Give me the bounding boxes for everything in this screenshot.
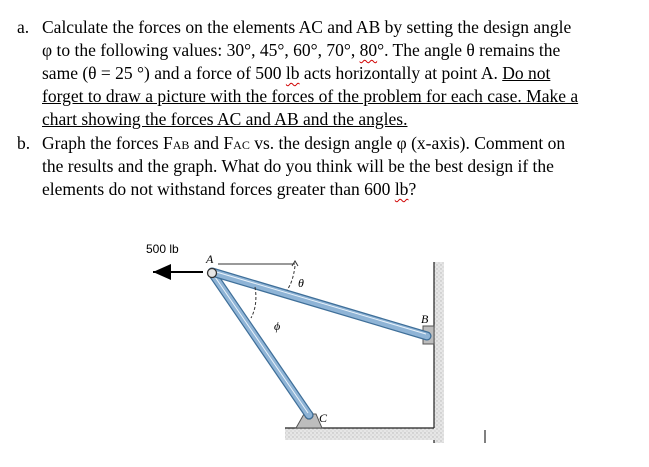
problem-b-sub-ab: AB xyxy=(172,138,190,152)
problem-a-line-2-wavy: 80 xyxy=(359,40,378,60)
problem-a-line-5: chart showing the forces AC and AB and the angles. xyxy=(42,109,408,129)
problem-a-line-1: Calculate the forces on the elements AC and AB by setting the design angle xyxy=(42,17,572,37)
problem-b-marker: b. xyxy=(17,133,31,153)
problem-a-line-3-underlined: Do not xyxy=(502,63,551,83)
problem-b-sub-ac: AC xyxy=(233,138,250,152)
problem-a-line-2-prefix: φ to the following values: 30°, 45°, 60°, 70°, xyxy=(42,40,360,60)
problem-a-line-4: forget to draw a picture with the forces of the problem for each case. Make a xyxy=(42,86,579,106)
problem-a-line-3-pre: same (θ = 25 °) and a force of 500 xyxy=(42,63,286,83)
problem-b-line-3-pre: elements do not withstand forces greater than 600 xyxy=(42,179,395,199)
problem-a-line-3-mid: acts horizontally at point A. xyxy=(299,63,503,83)
ground xyxy=(285,428,444,440)
point-b-label: B xyxy=(421,312,429,326)
problem-a-line-2-suffix: °. The angle θ remains the xyxy=(377,40,561,60)
problem-b-line-1-post: vs. the design angle φ (x-axis). Comment on xyxy=(249,133,566,153)
wall xyxy=(434,262,444,443)
problem-b-line-2: the results and the graph. What do you think will be the best design if the xyxy=(42,156,554,176)
problem-b-line-3-post: ? xyxy=(408,179,417,199)
problem-b-line-1-mid: and F xyxy=(189,133,234,153)
theta-arc xyxy=(287,266,295,290)
problem-b-line-1-pre: Graph the forces F xyxy=(42,133,173,153)
problem-b-line-3-wavy: lb xyxy=(394,179,409,199)
phi-label: ϕ xyxy=(274,319,281,333)
force-label: 500 lb xyxy=(146,242,179,256)
point-c-label: C xyxy=(319,411,328,425)
theta-label: θ xyxy=(298,276,304,290)
problem-a-marker: a. xyxy=(17,17,30,37)
point-a-label: A xyxy=(206,252,214,266)
problem-a-line-3-wavy: lb xyxy=(285,63,300,83)
phi-arc xyxy=(251,287,256,318)
joint-a xyxy=(208,269,217,278)
